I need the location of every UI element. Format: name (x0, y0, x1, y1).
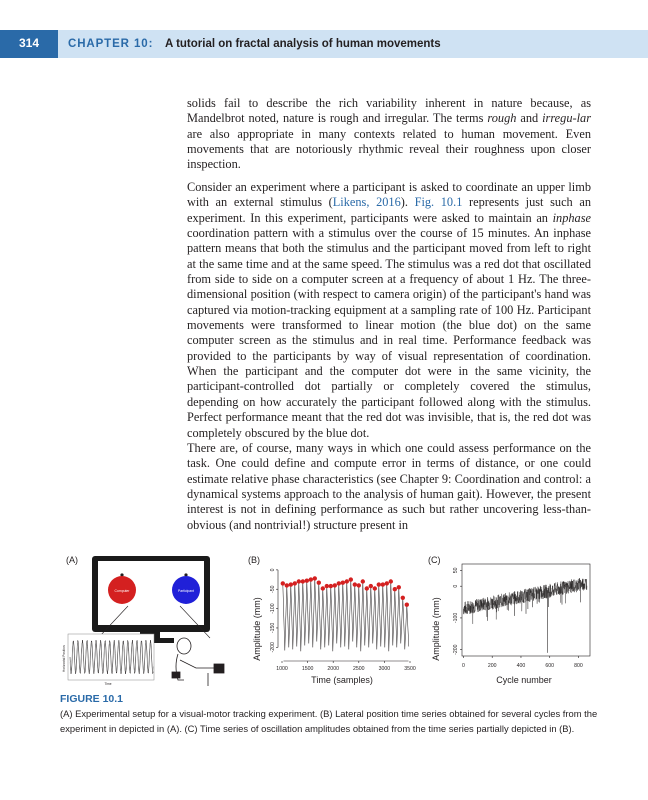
p2-text-c: represents just such an experiment. In this experiment, participants were asked to maintain an (187, 195, 591, 225)
panel-b-peak-point (385, 581, 389, 585)
panel-b-peak-point (325, 584, 329, 588)
panel-b-y-tick-label: -50 (270, 585, 276, 593)
panel-b-peak-point (345, 579, 349, 583)
panel-b-peak-point (321, 586, 325, 590)
panel-c-x-tick-label: 600 (545, 663, 555, 669)
mini-position-plot (62, 634, 154, 686)
p1-text-c: and (516, 111, 543, 126)
paragraph-3: There are, of course, many ways in which one could assess performance on the task. One could define and compute error in terms of distance, or one could estimate relative phase characteristics (see Chapter 9: Coordination and control: a dynamical systems approach to the analysis of human gait). However, the present interest is not in defining performance as such but rather uncovering less-than-obvious (and nontrivial!) structure present in (187, 441, 591, 532)
panel-b-y-tick-label: 0 (270, 568, 276, 572)
panel-c-y-tick-label: -100 (453, 612, 459, 624)
panel-c-series-line (463, 578, 587, 653)
monitor (92, 556, 210, 643)
mini-plot-xlabel: Time (104, 682, 112, 686)
panel-b-peak-point (333, 583, 337, 587)
panel-b-peak-point (393, 587, 397, 591)
panel-b-x-tick-label: 3000 (378, 666, 391, 672)
panel-b-x-tick-label: 1000 (276, 666, 288, 672)
figure-10-1 (60, 554, 600, 692)
panel-b-label: (B) (248, 555, 260, 565)
panel-b-peak-point (289, 582, 293, 586)
panel-b-peak-point (293, 581, 297, 585)
panel-c-ylabel: Amplitude (mm) (431, 597, 441, 661)
panel-b-x-tick-label: 3500 (404, 666, 416, 672)
panel-b-peak-point (297, 579, 301, 583)
panel-b-peak-point (349, 577, 353, 581)
panel-b-peak-point (369, 584, 373, 588)
panel-b-x-tick-label: 2000 (327, 666, 339, 672)
panel-b-peak-point (405, 603, 409, 607)
panel-b-peak-point (341, 581, 345, 585)
page-number: 314 (18, 36, 40, 50)
panel-b-peak-point (361, 579, 365, 583)
panel-c-x-tick-label: 200 (487, 663, 497, 669)
figure-caption-text: (A) Experimental setup for a visual-motor tracking experiment. (B) Lateral position time series obtained for several cycles from the experiment in depicted in (A). (C) Time series of oscillation amplitudes obtained from the time series partially depicted in (B). (60, 708, 598, 734)
participant-seat (172, 672, 180, 678)
panel-b-peak-point (309, 577, 313, 581)
stimulus-dot-label: Computer (114, 589, 130, 593)
p2-text-a: Consider an experiment where a participant is asked to coordinate an upper limb with an external stimulus ( (187, 180, 591, 210)
participant-head (177, 638, 191, 654)
panel-b-xlabel: Time (samples) (311, 675, 373, 685)
participant-dot-label: Participant (177, 589, 195, 593)
chapter-title: A tutorial on fractal analysis of human movements (165, 38, 441, 50)
panel-b-peak-point (305, 579, 309, 583)
panel-b-peak-point (313, 576, 317, 580)
p2-text-b: ). (400, 195, 415, 210)
p1-term-irregular: irregu-lar (542, 111, 592, 126)
panel-b-peak-point (337, 581, 341, 585)
participant-drawing (172, 638, 224, 686)
panel-b-peak-point (301, 579, 305, 583)
panel-c-label: (C) (428, 555, 441, 565)
panel-b-peak-point (285, 583, 289, 587)
panel-c-xlabel: Cycle number (496, 675, 552, 685)
p1-text-a: solids fail to describe the rich variability inherent in nature because, as Mandelbrot noted, nature is rough and irregular. The terms (187, 96, 591, 126)
panel-b-peak-point (317, 581, 321, 585)
mini-plot-ylabel: Horizontal Position (62, 645, 66, 672)
panel-c-x-tick-label: 800 (574, 663, 583, 669)
panel-b-y-tick-label: -150 (270, 622, 276, 634)
panel-b-ylabel: Amplitude (mm) (252, 597, 262, 661)
panel-c-x-tick-label: 0 (461, 663, 465, 669)
panel-c-y-tick-label: -200 (453, 644, 459, 655)
panel-b-plot (270, 568, 416, 672)
panel-c-x-tick-label: 400 (516, 663, 526, 669)
figure-link-10-1[interactable]: Fig. 10.1 (414, 195, 463, 210)
panel-b-y-tick-label: -100 (270, 603, 276, 614)
panel-c-y-tick-label: 0 (453, 584, 459, 588)
p1-term-rough: rough (487, 111, 517, 126)
panel-b-peak-point (281, 581, 285, 585)
figure-svg (60, 554, 600, 692)
citation-link-likens[interactable]: Likens, 2016 (332, 195, 401, 210)
participant-hand-marker (214, 664, 224, 673)
paragraph-1 (187, 96, 591, 173)
panel-b-peak-point (365, 586, 369, 590)
panel-b-series-line (283, 578, 409, 651)
running-header (0, 30, 648, 58)
p1-text-e: are also appropriate in many contexts related to human movement. Even movements that are notoriously rhythmic reveal their roughness upon closer inspection. (187, 126, 591, 172)
panel-b-peak-point (377, 582, 381, 586)
panel-b-y-tick-label: -200 (270, 642, 276, 653)
panel-b-x-tick-label: 2500 (353, 666, 365, 672)
panel-b-peak-point (401, 596, 405, 600)
p2-text-e: coordination pattern with a stimulus over the course of 15 minutes. An inphase pattern means that both the stimulus and the participant moved from left to right at the same time and at the same speed. The stimulus was a red dot that oscillated from side to side on a computer screen at a frequency of about 1 Hz. The three-dimensional position (with respect to camera origin) of the participant's hand was captured via motion-tracking equipment at a sampling rate of 100 Hz. Participant movements were transformed to linear motion (the blue dot) on the same computer screen as the stimulus and in real time. Performance feedback was provided to the participants by way of visual representation of coordination. When the participant and the computer dot were in the same vicinity, the participant-controlled dot partially or completely covered the stimulus, depending on how accurately the participant followed along with the stimulus. Perfect performance meant that the red dot was invisible, that is, the red dot was completely obscured by the blue dot. (187, 226, 591, 440)
figure-caption-title: FIGURE 10.1 (60, 693, 124, 705)
panel-b-peak-point (353, 582, 357, 586)
panel-c-plot (453, 564, 590, 669)
panel-b-peak-point (389, 579, 393, 583)
panel-c-y-tick-label: 50 (453, 567, 459, 574)
p2-term-inphase: inphase (552, 210, 591, 225)
panel-b-x-tick-label: 1500 (301, 666, 314, 672)
page-number-box (0, 30, 58, 58)
panel-b-peak-point (397, 585, 401, 589)
chapter-label: CHAPTER 10: (68, 38, 154, 50)
panel-b-peak-point (357, 583, 361, 587)
panel-b-peak-point (329, 584, 333, 588)
panel-b-peak-point (373, 586, 377, 590)
paragraph-2 (187, 180, 591, 441)
panel-a-label: (A) (66, 555, 78, 565)
panel-b-peak-point (381, 582, 385, 586)
